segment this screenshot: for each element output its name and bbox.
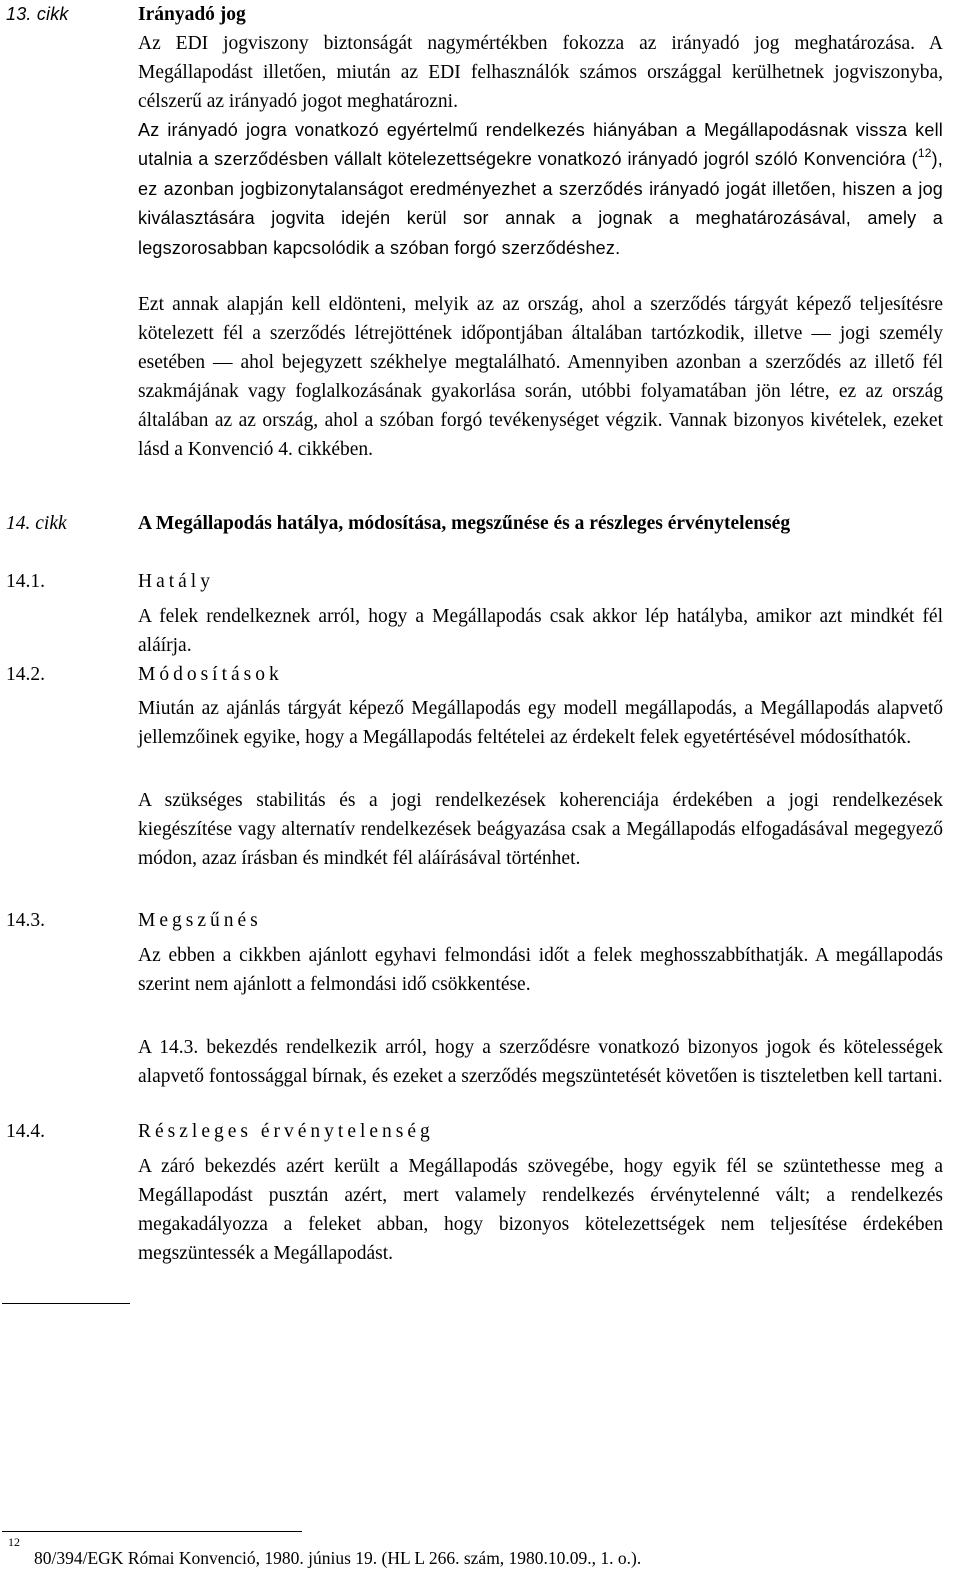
subsection-14-2-number: 14.2.: [6, 664, 45, 685]
footnote-text: 80/394/EGK Római Konvenció, 1980. június 19. (HL L 266. szám, 1980.10.09., 1. o.).: [34, 1548, 642, 1568]
subsection-14-2-paragraph-2: A szükséges stabilitás és a jogi rendelkezések koherenciája érdekében a jogi rendelkezések kiegészítése vagy alternatív rendelkezések beágyazása csak a Megállapodás elfogadásával megegyező módon, azaz írásban és mindkét fél aláírásával történhet.: [138, 790, 943, 869]
subsection-14-1-title: Hatály: [138, 571, 214, 592]
article-13-paragraph-2-text-after: ), ez azonban jogbizonytalanságot eredményezhet a szerződés irányadó jogát illetően, hiszen a jog kiválasztására jogvita idején kerül sor annak a jognak a meghatározásával, amely a legszorosabban kapcsolódik a szóban forgó szerződéshez.: [138, 149, 943, 258]
section-divider-rule: [2, 1303, 130, 1304]
subsection-14-4-title: Részleges érvénytelenség: [138, 1121, 434, 1142]
article-13-paragraph-1: Az EDI jogviszony biztonságát nagymértékben fokozza az irányadó jog meghatározása. A Megállapodást illetően, miután az EDI felhasználók számos országgal kerülhetnek jogviszonyba, célszerű az irányadó jogot meghatározni.: [138, 33, 943, 112]
article-13-title: Irányadó jog: [138, 4, 246, 25]
subsection-14-3-number: 14.3.: [6, 910, 45, 931]
article-13-paragraph-2-text-before: Az irányadó jogra vonatkozó egyértelmű rendelkezés hiányában a Megállapodásnak vissza kell utalnia a szerződésben vállalt kötelezettségekre vonatkozó irányadó jogról szóló Konvencióra (: [138, 120, 943, 170]
subsection-14-3-title: Megszűnés: [138, 910, 262, 931]
footnote-separator: [2, 1531, 302, 1532]
subsection-14-1-paragraph-1: A felek rendelkeznek arról, hogy a Megállapodás csak akkor lép hatályba, amikor azt mindkét fél aláírja.: [138, 606, 943, 656]
article-13-paragraph-2: [138, 116, 943, 263]
subsection-14-2-paragraph-1: Miután az ajánlás tárgyát képező Megállapodás egy modell megállapodás, a Megállapodás alapvető jellemzőinek egyike, hogy a Megállapodás feltételei az érdekelt felek egyetértésével módosíthatók.: [138, 698, 943, 748]
subsection-14-2-title: Módosítások: [138, 664, 283, 685]
article-14-title: A Megállapodás hatálya, módosítása, megszűnése és a részleges érvénytelenség: [138, 513, 791, 534]
subsection-14-1-number: 14.1.: [6, 571, 45, 592]
subsection-14-3-paragraph-2: A 14.3. bekezdés rendelkezik arról, hogy a szerződésre vonatkozó bizonyos jogok és kötelességek alapvető fontossággal bírnak, és ezeket a szerződés megszüntetését követően is tiszteletben kell tartani.: [138, 1037, 943, 1087]
footnote-mark: 12: [8, 1535, 20, 1549]
subsection-14-3-paragraph-1: Az ebben a cikkben ajánlott egyhavi felmondási időt a felek meghosszabbíthatják. A megállapodás szerint nem ajánlott a felmondási idő csökkentése.: [138, 945, 943, 995]
subsection-14-4-number: 14.4.: [6, 1121, 45, 1142]
footnote-reference-12[interactable]: 12: [917, 146, 932, 161]
article-14-number: 14. cikk: [6, 513, 67, 534]
subsection-14-4-paragraph-1: A záró bekezdés azért került a Megállapodás szövegébe, hogy egyik fél se szüntethesse meg a Megállapodást pusztán azért, mert valamely rendelkezés érvénytelenné vált; a rendelkezés megakadályozza a feleket abban, hogy bizonyos kötelezettségek nem teljesítése érdekében megszüntessék a Megállapodást.: [138, 1156, 943, 1264]
article-13-number: 13. cikk: [6, 4, 69, 24]
article-13-paragraph-3: Ezt annak alapján kell eldönteni, melyik az az ország, ahol a szerződés tárgyát képező teljesítésre kötelezett fél a szerződés létrejöttének időpontjában általában tartózkodik, illetve — jogi személy esetében — ahol bejegyzett székhelye megtalálható. Amennyiben azonban a szerződés az illető fél szakmájának vagy foglalkozásának gyakorlása során, utóbbi folyamatában jön létre, ez az ország általában az az ország, ahol a szóban forgó tevékenységet végzik. Vannak bizonyos kivételek, ezeket lásd a Konvenció 4. cikkében.: [138, 294, 943, 460]
